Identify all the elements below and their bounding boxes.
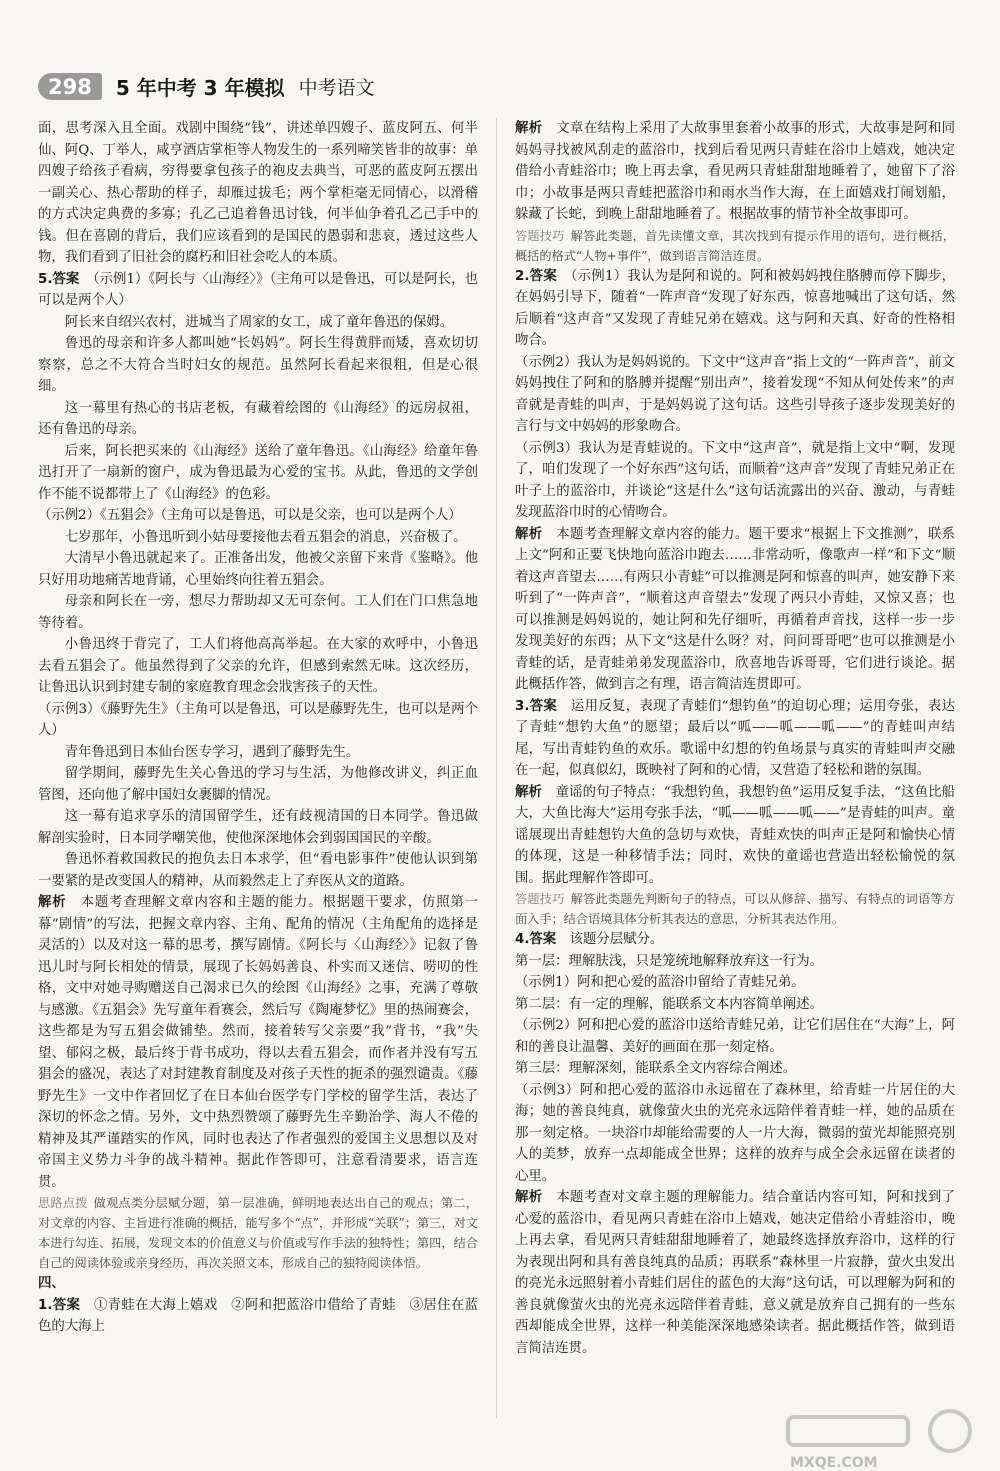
answer-paragraph: （示例1）阿和把心爱的蓝浴巾留给了青蛙兄弟。 xyxy=(515,975,805,990)
watermark-logo xyxy=(780,1405,975,1457)
question-number: 4. xyxy=(515,932,530,947)
right-column xyxy=(515,118,955,1359)
answer-text: （示例1）我认为是阿和说的。阿和被妈妈拽住胳膊而停下脚步，在妈妈引导下，随着“一阵声音”发现了好东西，惊喜地喊出了这句话，然后顺着“这声音”又发现了青蛙兄弟在嬉戏。这与阿和天真、好奇的性格相吻合。 xyxy=(515,268,956,348)
answer-text: ①青蛙在大海上嬉戏 ②阿和把蓝浴巾借给了青蛙 ③居住在蓝色的大海上 xyxy=(38,1297,479,1334)
analysis-text: 本题考查理解文章内容和主题的能力。根据题干要求，仿照第一幕“剧情”的写法，把握文章内容、主角、配角的情况（主角配角的选择是灵活的）以及对这一幕的思考，撰写剧情。《阿长与〈山海经〉》记叙了鲁迅儿时与阿长相处的情景，展现了长妈妈善良、朴实而又迷信、唠叨的性格，文中对她寻购赠送自己渴求已久的绘图《山海经》之事，充满了尊敬与感激。《五猖会》先写童年看赛会，然后写《陶庵梦忆》里的热闹赛会，这些都是为写五猖会做铺垫。然而，接着转写父亲要“我”背书，“我”失望、郁闷之极，最后终于背书成功，得以去看五猖会，而作者并没有写五猖会的盛况，表达了对封建教育制度及对孩子天性的扼杀的强烈谴责。《藤野先生》一文中作者回忆了在日本仙台医学专门学校的留学生活，表达了深切的怀念之情。另外，文中热烈赞颂了藤野先生辛勤治学、海人不倦的精神及其严谨踏实的作风，同时也表达了作者强烈的爱国主义思想以及对帝国主义势力斗争的战斗精神。据此作答即可，注意看清要求，语言连贯。 xyxy=(38,895,479,1190)
answer-label: 答案 xyxy=(52,271,80,287)
analysis-label: 解析 xyxy=(515,784,543,800)
example-heading: （示例2）《五猖会》（主角可以是鲁迅，可以是父亲，也可以是两个人） xyxy=(38,508,462,523)
level-description: 第三层：理解深刻，能联系全文内容综合阐述。 xyxy=(515,1061,797,1076)
answer-text: 该题分层赋分。 xyxy=(569,932,664,947)
tip-text: 解答此类题，首先读懂文章，其次找到有提示作用的语句，进行概括，概括的格式“人物+事件”，做到语言简洁连贯。 xyxy=(515,228,955,263)
example-heading: （示例1）《阿长与〈山海经〉》（主角可以是鲁迅，可以是阿长，也可以是两个人） xyxy=(38,271,479,308)
answer-label: 答案 xyxy=(529,932,557,947)
answer-label: 答案 xyxy=(529,268,557,284)
page-header xyxy=(38,72,375,101)
subject-title: 中考语文 xyxy=(298,77,375,99)
answer-paragraph: 大清早小鲁迅就起来了。正准备出发，他被父亲留下来背《鉴略》。他只好用功地痛苦地背诵，心里始终向往着五猖会。 xyxy=(38,551,478,588)
tip-label: 答题技巧 xyxy=(515,228,565,243)
tip-text: 解答此类题先判断句子的特点，可以从修辞、描写、有特点的词语等方面入手；结合语境具体分析其表达的意思，分析其表达作用。 xyxy=(515,892,955,926)
example-heading: （示例3）《藤野先生》（主角可以是鲁迅，可以是藤野先生，也可以是两个人） xyxy=(38,701,478,738)
answer-label: 答案 xyxy=(529,698,558,714)
question-number: 3. xyxy=(515,698,530,714)
answer-paragraph: 这一幕里有热心的书店老板，有藏着绘图的《山海经》的远房叔祖，还有鲁迅的母亲。 xyxy=(38,400,478,437)
answer-paragraph: 七岁那年，小鲁迅听到小姑母要接他去看五猖会的消息，兴奋极了。 xyxy=(64,529,467,545)
analysis-label: 解析 xyxy=(515,1190,543,1205)
analysis-text: 本题考查对文章主题的理解能力。结合童话内容可知，阿和找到了心爱的蓝浴巾，看见两只青蛙在浴巾上嬉戏，她决定借给小青蛙浴巾，晚上再去拿，看见两只青蛙甜甜地睡着了，她最终选择放弃浴巾，这样的行为表现出阿和具有善良纯真的品质；再联系“森林里一片寂静，萤火虫发出的亮光永远照射着小青蛙们居住的蓝色的大海”这句话，可以理解为阿和的善良就像萤火虫的光亮永远陪伴着青蛙，意义就是放弃自己拥有的一些东西却能成全世界，这样一种美能深深地感染读者。据此概括作答，做到语言简洁连贯。 xyxy=(515,1190,956,1356)
level-description: 第二层：有一定的理解，能联系文本内容简单阐述。 xyxy=(515,996,823,1012)
answer-text: 运用反复，表现了青蛙们“想钓鱼”的迫切心理；运用夸张，表达了青蛙“想钓大鱼”的愿望；最后以“呱——呱——呱——”的青蛙叫声结尾，写出青蛙钓鱼的欢乐。歌谣中幻想的钓鱼场景与真实的青蛙叫声交融在一起，似真似幻，既映衬了阿和的心情，又营造了轻松和谐的氛围。 xyxy=(515,698,956,778)
book-series-title: 5 年中考 3 年模拟 xyxy=(115,76,285,100)
tip-text: 做观点类分层赋分题，第一层准确，鲜明地表达出自己的观点；第二，对文章的内容、主旨进行准确的概括，能写多个“点”，并形成“关联”；第三，对文本进行勾连、拓展，发现文本的价值意义与价值或写作手法的独特性；第四，结合自己的阅读体验或亲身经历，再次关照文本，形成自己的独特阅读体悟。 xyxy=(38,1196,478,1270)
continued-paragraph: 面，思考深入且全面。戏剧中围绕“钱”，讲述单四嫂子、蓝皮阿五、何半仙、阿Q、丁举人，咸亨酒店掌柜等人物发生的一系列啼笑皆非的故事：单四嫂子给孩子看病，穷得要拿包孩子的袍皮去典当，可恶的蓝皮阿五摆出一副关心、热心帮助的样子，却雁过拔毛；两个掌柜毫无同情心，以滑稽的方式决定典费的多寡；孔乙己追着鲁迅讨钱，何半仙争着孔乙己手中的钱。但在喜剧的背后，我们应该看到的是国民的愚弱和悲哀，透过这些人物，我们看到了旧社会的腐朽和旧社会吃人的本质。 xyxy=(38,121,478,265)
answer-paragraph: 青年鲁迅到日本仙台医专学习，遇到了藤野先生。 xyxy=(64,744,360,760)
answer-label: 答案 xyxy=(52,1297,81,1313)
analysis-text: 童谣的句子特点：“我想钓鱼，我想钓鱼”运用反复手法，“这鱼比船大，大鱼比海大”运用夸张手法，“呱——呱——呱——”是青蛙的叫声。童谣展现出青蛙想钓大鱼的急切与欢快，青蛙欢快的叫声正是阿和愉快心情的体现，这是一种移情手法；同时，欢快的童谣也营造出轻松愉悦的氛围。据此理解作答即可。 xyxy=(515,784,955,886)
answer-paragraph: （示例3）阿和把心爱的蓝浴巾永远留在了森林里，给青蛙一片居住的大海；她的善良纯真，就像萤火虫的光亮永远陪伴着青蛙一样，她的品质在那一刻定格。一块浴巾却能给需要的人一片大海，微弱的萤光却能照亮别人的美梦，放弃一点却能成全世界；这样的放弃与成全会永远留在读者的心里。 xyxy=(515,1082,955,1184)
analysis-label: 解析 xyxy=(515,121,543,136)
tip-label: 思路点拨 xyxy=(38,1196,88,1210)
question-number: 5. xyxy=(38,271,53,287)
answer-paragraph: 这一幕有追求享乐的清国留学生，还有歧视清国的日本同学。鲁迅做解剖实验时，日本同学嘲笑他，使他深深地体会到弱国国民的辛酸。 xyxy=(38,809,478,846)
question-number: 1. xyxy=(38,1297,53,1313)
analysis-label: 解析 xyxy=(515,526,543,542)
page-number: 298 xyxy=(38,73,102,100)
analysis-text: 文章在结构上采用了大故事里套着小故事的形式，大故事是阿和同妈妈寻找被风刮走的蓝浴巾，找到后看见两只青蛙在浴巾上嬉戏，她决定借给小青蛙浴巾；晚上再去拿，看见两只青蛙甜甜地睡着了，她留下了浴巾；小故事是两只青蛙把蓝浴巾和雨水当作大海，在上面嬉戏打闹划船，躲藏了长蛇，到晚上甜甜地睡着了。根据故事的情节补全故事即可。 xyxy=(515,121,956,222)
answer-paragraph: 鲁迅怀着救国救民的抱负去日本求学，但“看电影事件”使他认识到第一要紧的是改变国人的精神，从而毅然走上了弃医从文的道路。 xyxy=(38,852,478,889)
analysis-label: 解析 xyxy=(38,895,67,910)
answer-paragraph: 小鲁迅终于背完了，工人们将他高高举起。在大家的欢呼中，小鲁迅去看五猖会了。他虽然得到了父亲的允许，但感到索然无味。这次经历，让鲁迅认识到封建专制的家庭教育理念会戕害孩子的天性。 xyxy=(38,637,478,695)
left-column xyxy=(38,118,478,1338)
answer-paragraph: 母亲和阿长在一旁，想尽力帮助却又无可奈何。工人们在门口焦急地等待着。 xyxy=(38,594,478,631)
question-number: 2. xyxy=(515,268,530,284)
watermark-text: MXQE.COM xyxy=(790,1455,878,1471)
answer-paragraph: 后来，阿长把买来的《山海经》送给了童年鲁迅。《山海经》给童年鲁迅打开了一扇新的窗户，成为鲁迅最为心爱的宝书。从此，鲁迅的文学创作不能不说都带上了《山海经》的色彩。 xyxy=(38,443,478,502)
answer-paragraph: 阿长来自绍兴农村，进城当了周家的女工，成了童年鲁迅的保姆。 xyxy=(64,314,454,330)
column-divider xyxy=(496,118,497,1418)
section-heading: 四、 xyxy=(38,1275,65,1291)
answer-paragraph: （示例3）我认为是青蛙说的。下文中“这声音”，就是指上文中“啊，发现了，咱们发现了一个好东西”这句话，而顺着“这声音”发现了青蛙兄弟正在叶子上的蓝浴巾，并谈论“这是什么”这句话流露出的兴奋、激动，与青蛙发现蓝浴巾时的心情吻合。 xyxy=(515,440,955,520)
level-description: 第一层：理解肤浅，只是笼统地解释放弃这一行为。 xyxy=(515,953,823,969)
answer-paragraph: （示例2）我认为是妈妈说的。下文中“这声音”指上文的“一阵声音”，前文妈妈拽住了阿和的胳膊并提醒“别出声”，接着发现“不知从何处传来”的声音就是青蛙的叫声，于是妈妈说了这句话。这些引导孩子逐步发现美好的言行与文中妈妈的形象吻合。 xyxy=(515,354,955,434)
answer-paragraph: 留学期间，藤野先生关心鲁迅的学习与生活，为他修改讲义，纠正血管图，还向他了解中国妇女裹脚的情况。 xyxy=(38,766,478,803)
answer-paragraph: （示例2）阿和把心爱的蓝浴巾送给青蛙兄弟，让它们居住在“大海”上，阿和的善良让温馨、美好的画面在那一刻定格。 xyxy=(515,1018,955,1055)
tip-label: 答题技巧 xyxy=(515,892,565,906)
analysis-text: 本题考查理解文章内容的能力。题干要求“根据上下文推测”，联系上文“阿和正要飞快地向蓝浴巾跑去……非常动听，像歌声一样”和下文“顺着这声音望去……有两只小青蛙”可以推测是阿和惊喜的叫声，她安静下来听到了“一阵声音”，“顺着这声音望去”发现了两只小青蛙，又惊又喜；也可以推测是妈妈说的，她让阿和先仔细听，再循着声音找，这样一步一步发现美好的东西；从下文“这是什么呀？对，问问哥哥吧”也可以推测是小青蛙的话，是青蛙弟弟发现蓝浴巾，欣喜地告诉哥哥，它们进行谈论。据此概括作答，做到言之有理，语言简洁连贯即可。 xyxy=(515,526,955,692)
answer-paragraph: 鲁迅的母亲和许多人都叫她“长妈妈”。阿长生得黄胖而矮，喜欢切切察察，总之不大符合当时妇女的规范。虽然阿长看起来很粗，但是心很细。 xyxy=(38,336,478,394)
